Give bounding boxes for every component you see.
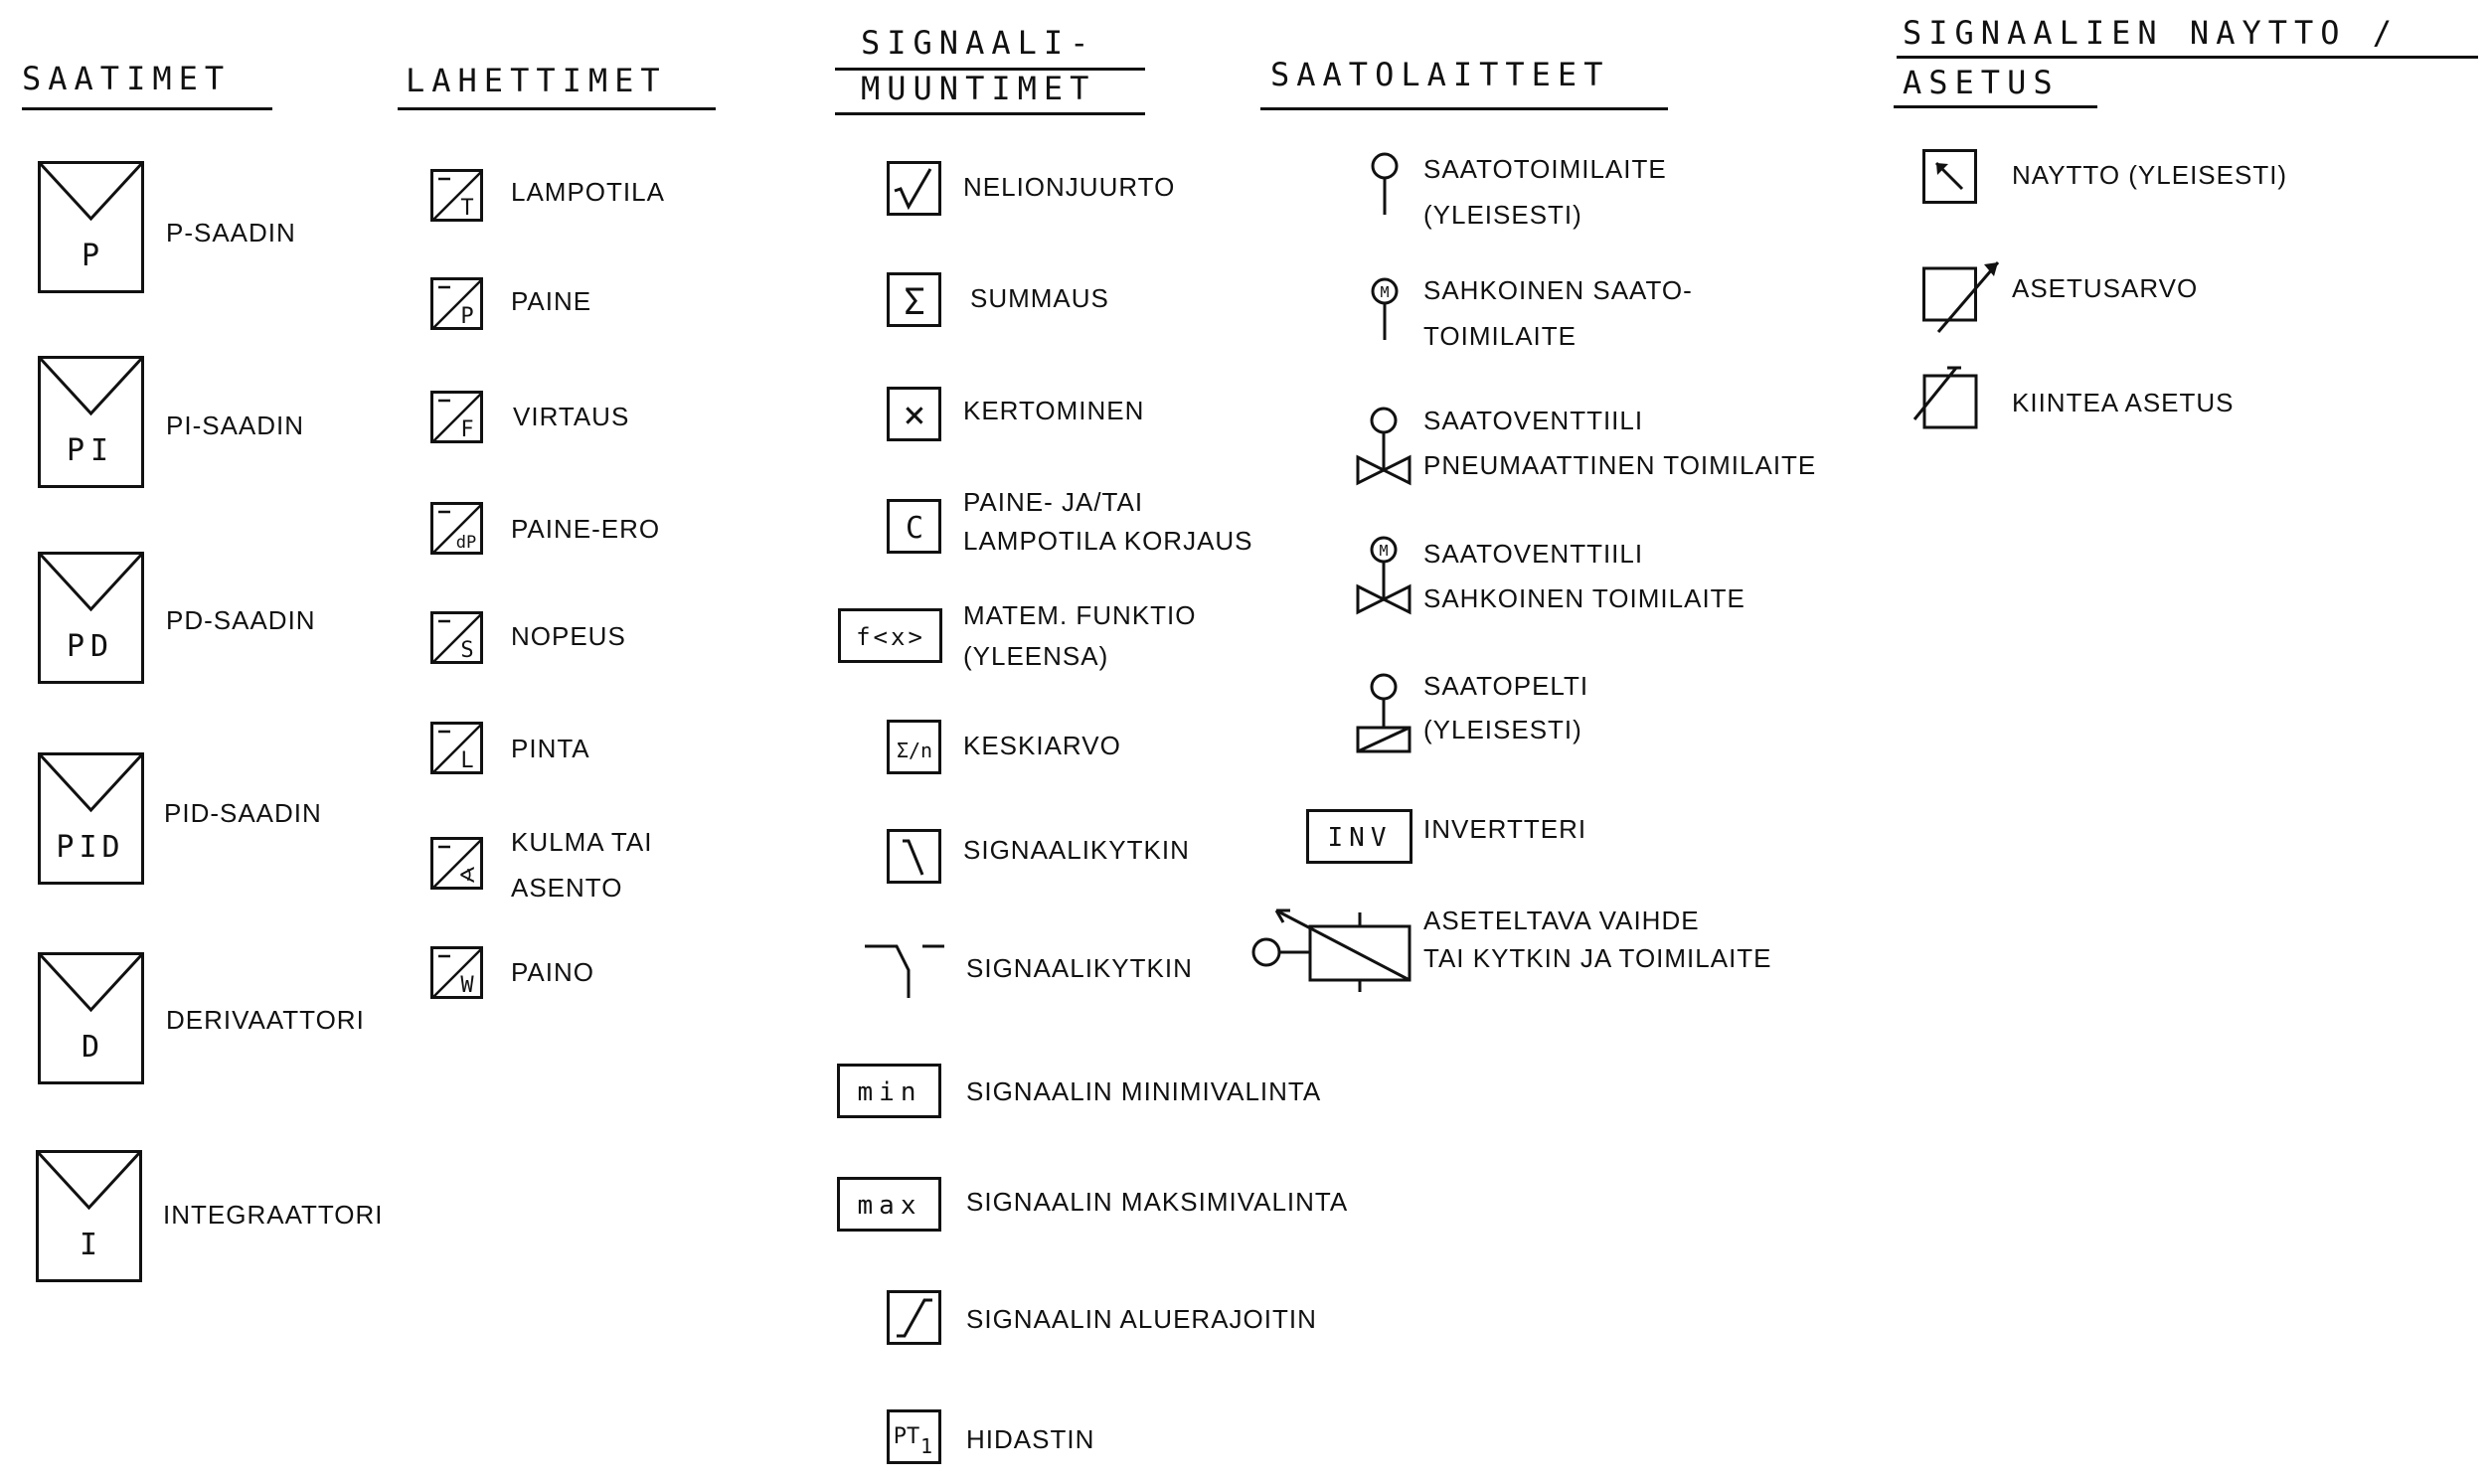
label-pid-saadin: PID-SAADIN (164, 798, 322, 828)
header-saatimet: SAATIMET (22, 60, 232, 97)
underline-muuntimet (835, 112, 1145, 115)
header-lahettimet: LAHETTIMET (406, 62, 667, 99)
label-saatotoimilaite: SAATOTOIMILAITE (1423, 154, 1667, 184)
transmitter-code: ∢ (457, 864, 477, 889)
label-asetusarvo: ASETUSARVO (2012, 273, 2199, 303)
transmitter-lampotila-icon (430, 169, 484, 227)
converter-code: f<x> (856, 623, 925, 651)
symbol-pd-saadin (38, 552, 147, 690)
sum-icon (887, 272, 942, 332)
transmitter-code: S (460, 638, 474, 663)
label-lampotila-korjaus: LAMPOTILA KORJAUS (963, 526, 1253, 556)
range-limiter-icon (887, 1290, 942, 1350)
transmitter-code: T (460, 196, 474, 221)
label-naytto: NAYTTO (YLEISESTI) (2012, 160, 2288, 190)
transmitter-nopeus-icon (430, 611, 484, 669)
converter-code: PT (893, 1424, 920, 1449)
label-matem-funktio: MATEM. FUNKTIO (963, 600, 1197, 630)
max-select-icon (837, 1177, 942, 1237)
label-virtaus: VIRTAUS (513, 402, 630, 431)
label-nelionjuurto: NELIONJUURTO (963, 172, 1176, 202)
electric-actuator-icon (1370, 276, 1400, 346)
header-signaali: SIGNAALI- (861, 24, 1096, 62)
label-invertteri: INVERTTERI (1423, 814, 1587, 844)
label-paino: PAINO (511, 957, 594, 987)
transmitter-kulma-icon (430, 837, 484, 895)
label-aluerajoitin: SIGNAALIN ALUERAJOITIN (966, 1304, 1317, 1334)
label-minimivalinta: SIGNAALIN MINIMIVALINTA (966, 1076, 1322, 1106)
controller-code: PD (66, 629, 115, 664)
correction-icon (887, 499, 942, 559)
label-yleisesti-2: (YLEISESTI) (1423, 715, 1582, 744)
label-yleisesti-1: (YLEISESTI) (1423, 200, 1582, 230)
symbol-derivaattori (38, 952, 147, 1090)
transmitter-paino-icon (430, 946, 484, 1004)
label-saatopelti: SAATOPELTI (1423, 671, 1589, 701)
inverter-icon (1306, 809, 1413, 869)
label-pi-saadin: PI-SAADIN (166, 411, 305, 440)
label-aseteltava-vaihde: ASETELTAVA VAIHDE (1423, 906, 1700, 935)
actuator-code: M (1379, 542, 1389, 560)
label-paine: PAINE (511, 286, 592, 316)
label-sahkoinen-saato: SAHKOINEN SAATO- (1423, 275, 1693, 305)
signal-switch-box-icon (887, 829, 942, 889)
label-toimilaite: TOIMILAITE (1423, 321, 1577, 351)
header-signaalien-naytto: SIGNAALIEN NAYTTO / (1903, 14, 2400, 52)
pneumatic-valve-icon (1354, 406, 1413, 493)
label-paine-ero: PAINE-ERO (511, 514, 661, 544)
controller-code: I (79, 1228, 98, 1262)
label-signaalikytkin-2: SIGNAALIKYTKIN (966, 953, 1193, 983)
label-integraattori: INTEGRAATTORI (163, 1200, 384, 1230)
label-saatoventtiili-2: SAATOVENTTIILI (1423, 539, 1644, 569)
symbol-integraattori (36, 1150, 145, 1288)
converter-code: max (857, 1191, 922, 1221)
label-maksimivalinta: SIGNAALIN MAKSIMIVALINTA (966, 1187, 1349, 1217)
controller-code: PID (56, 830, 125, 865)
underline-saatimet (22, 107, 272, 110)
converter-code: Σ (904, 282, 925, 323)
label-paine-ja-tai: PAINE- JA/TAI (963, 487, 1144, 517)
label-pinta: PINTA (511, 734, 590, 763)
adjustable-gear-icon (1246, 903, 1415, 998)
label-tai-kytkin: TAI KYTKIN JA TOIMILAITE (1423, 943, 1772, 973)
symbol-p-saadin (38, 161, 147, 299)
label-asento: ASENTO (511, 873, 623, 903)
label-signaalikytkin-1: SIGNAALIKYTKIN (963, 835, 1190, 865)
multiply-icon (887, 387, 942, 446)
label-pneumaattinen: PNEUMAATTINEN TOIMILAITE (1423, 450, 1817, 480)
math-function-icon (838, 608, 943, 668)
label-pd-saadin: PD-SAADIN (166, 605, 316, 635)
header-saatolaitteet: SAATOLAITTEET (1270, 56, 1610, 93)
actuator-code: M (1380, 283, 1390, 301)
controller-code: D (81, 1030, 100, 1065)
label-keskiarvo: KESKIARVO (963, 731, 1121, 760)
transmitter-code: F (460, 417, 474, 442)
display-icon (1922, 149, 1978, 209)
average-icon (887, 720, 942, 779)
fixed-setting-icon (1910, 354, 1990, 437)
label-derivaattori: DERIVAATTORI (166, 1005, 365, 1035)
converter-code-sub: 1 (919, 1434, 933, 1458)
damper-icon (1354, 672, 1413, 759)
label-kulma-tai: KULMA TAI (511, 827, 653, 857)
transmitter-code: dP (455, 533, 477, 553)
controller-code: P (81, 239, 100, 273)
label-lampotila: LAMPOTILA (511, 177, 665, 207)
signal-switch-icon (861, 934, 950, 1004)
symbol-pi-saadin (38, 356, 147, 494)
label-summaus: SUMMAUS (970, 283, 1109, 313)
label-kiintea-asetus: KIINTEA ASETUS (2012, 388, 2235, 417)
underline-signaalien-naytto (1897, 56, 2478, 59)
setpoint-icon (1922, 256, 2002, 340)
transmitter-code: P (460, 304, 474, 329)
label-hidastin: HIDASTIN (966, 1424, 1095, 1454)
delay-icon (887, 1409, 942, 1469)
underline-lahettimet (398, 107, 716, 110)
converter-code: C (905, 511, 924, 546)
underline-asetus (1894, 105, 2097, 108)
transmitter-paine-icon (430, 277, 484, 335)
header-asetus: ASETUS (1903, 64, 2060, 101)
transmitter-code: L (460, 748, 474, 773)
underline-saatolaitteet (1260, 107, 1668, 110)
label-nopeus: NOPEUS (511, 621, 626, 651)
transmitter-pinta-icon (430, 722, 484, 779)
transmitter-virtaus-icon (430, 391, 484, 448)
label-saatoventtiili-1: SAATOVENTTIILI (1423, 406, 1644, 435)
min-select-icon (837, 1064, 942, 1123)
header-muuntimet: MUUNTIMET (861, 70, 1096, 107)
transmitter-code: W (460, 973, 474, 998)
transmitter-paine-ero-icon (430, 502, 484, 560)
actuator-icon (1370, 151, 1400, 221)
label-sahkoinen-toimilaite: SAHKOINEN TOIMILAITE (1423, 583, 1745, 613)
converter-code: × (903, 393, 926, 436)
converter-code: min (857, 1077, 922, 1107)
actuator-code: INV (1327, 823, 1393, 853)
label-p-saadin: P-SAADIN (166, 218, 296, 247)
electric-valve-icon (1354, 535, 1413, 622)
symbol-pid-saadin (38, 752, 147, 891)
label-yleensa: (YLEENSA) (963, 641, 1109, 671)
controller-code: PI (66, 433, 115, 468)
label-kertominen: KERTOMINEN (963, 396, 1145, 425)
square-root-icon (887, 161, 942, 221)
converter-code: Σ/n (896, 739, 933, 762)
